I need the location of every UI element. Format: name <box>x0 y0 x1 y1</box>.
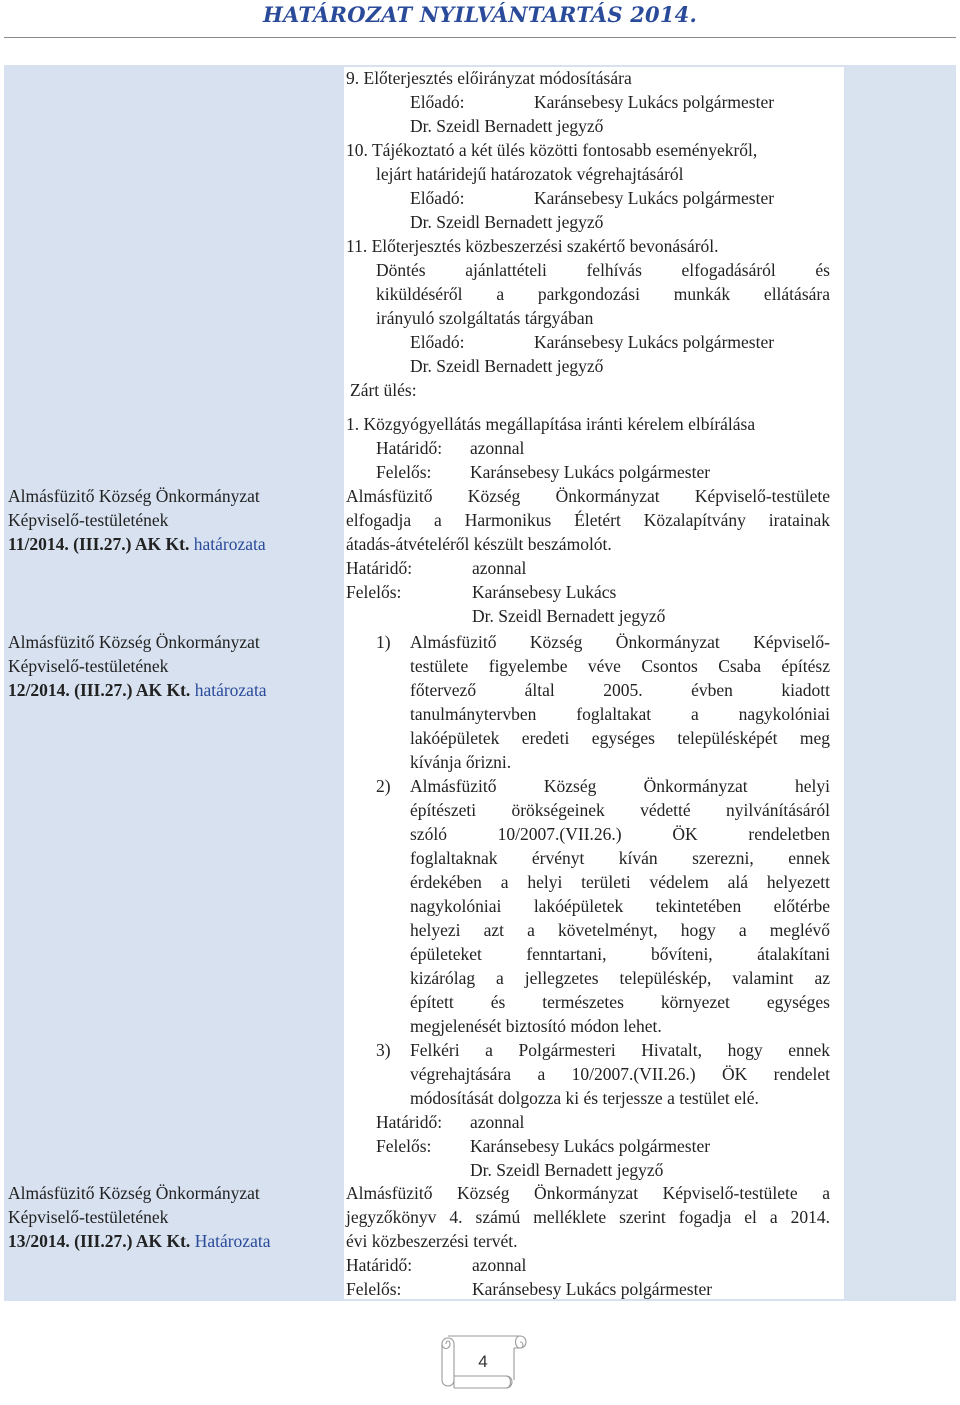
closed-item-title <box>346 412 830 436</box>
item-title: Előterjesztés közbeszerzési szakértő bevonásáról. <box>371 236 719 256</box>
responsible-line <box>346 580 830 604</box>
responsible-label: Felelős: <box>346 1279 402 1299</box>
document-title: HATÁROZAT NYILVÁNTARTÁS 2014. <box>262 2 697 27</box>
agenda-item-10 <box>346 138 830 162</box>
item-line: lakóépületek eredeti egységes településképét meg <box>410 728 830 748</box>
deadline-line <box>346 436 830 460</box>
item-line: kizárólag a jellegzetes településkép, valamint az <box>410 968 830 988</box>
item-line: építészeti örökségeinek védetté nyilvánításáról <box>410 800 830 820</box>
title-divider <box>4 37 956 38</box>
closed-session-label: Zárt ülés: <box>350 380 417 400</box>
deadline-line <box>346 1110 830 1134</box>
item-title-cont: Döntés ajánlattételi felhívás elfogadásáról és <box>376 260 830 280</box>
deadline-value: azonnal <box>470 1112 525 1132</box>
item-line: helyezi azt a követelményt, hogy a meglévő <box>410 920 830 940</box>
numbered-item-1 <box>346 630 830 774</box>
side-ref-line1: Almásfüzitő Község Önkormányzat <box>8 486 260 506</box>
responsible-line-2: Dr. Szeidl Bernadett jegyző <box>472 606 666 626</box>
item-title-cont: lejárt határidejű határozatok végrehajtásáról <box>376 164 684 184</box>
responsible-line <box>346 1134 830 1158</box>
side-ref-line1: Almásfüzitő Község Önkormányzat <box>8 632 260 652</box>
right-empty-column <box>846 67 954 1299</box>
side-ref-number: 12/2014. (III.27.) AK Kt. <box>8 680 191 700</box>
item-number: 1. <box>346 414 360 434</box>
item-number: 9. <box>346 68 360 88</box>
item-number: 3) <box>376 1040 391 1060</box>
deadline-line <box>346 1253 830 1277</box>
item-number: 11. <box>346 236 368 256</box>
presenter-label: Előadó: <box>410 332 465 352</box>
presenter-line-2: Dr. Szeidl Bernadett jegyző <box>410 212 604 232</box>
side-ref-line2: Képviselő-testületének <box>8 1207 169 1227</box>
item-title: Közgyógyellátás megállapítása iránti kérelem elbírálása <box>363 414 756 434</box>
side-ref-11 <box>8 484 334 556</box>
presenter-name: Karánsebesy Lukács polgármester <box>534 332 775 352</box>
presenter-name: Karánsebesy Lukács polgármester <box>534 188 775 208</box>
responsible-line-2: Dr. Szeidl Bernadett jegyző <box>470 1160 664 1180</box>
deadline-value: azonnal <box>472 558 527 578</box>
resolution-text: átadás-átvételéről készült beszámolót. <box>346 534 612 554</box>
presenter-line-2: Dr. Szeidl Bernadett jegyző <box>410 356 604 376</box>
item-line: testülete figyelembe véve Csontos Csaba építész <box>410 656 830 676</box>
agenda-item-11 <box>346 234 830 258</box>
resolution-12-block <box>346 630 830 1182</box>
presenter-line <box>346 90 830 114</box>
agenda-item-9 <box>346 66 830 90</box>
side-ref-number-line <box>8 1229 334 1253</box>
presenter-label: Előadó: <box>410 188 465 208</box>
item-title-cont: irányuló szolgáltatás tárgyában <box>376 308 594 328</box>
item-line: Almásfüzitő Község Önkormányzat helyi <box>410 776 830 796</box>
resolution-11-block <box>346 484 830 628</box>
page-number: 4 <box>478 1352 488 1371</box>
responsible-label: Felelős: <box>376 462 432 482</box>
item-line: épületeket fenntartani, bővíteni, átalakítani <box>410 944 830 964</box>
side-ref-13 <box>8 1181 334 1253</box>
item-line: főtervező által 2005. évben kiadott <box>410 680 830 700</box>
deadline-label: Határidő: <box>376 438 443 458</box>
side-ref-number: 13/2014. (III.27.) AK Kt. <box>8 1231 191 1251</box>
responsible-value: Karánsebesy Lukács <box>472 582 617 602</box>
side-ref-line2: Képviselő-testületének <box>8 510 169 530</box>
deadline-line <box>346 556 830 580</box>
deadline-value: azonnal <box>470 438 525 458</box>
item-line: érdekében a helyi területi védelem alá helyezett <box>410 872 830 892</box>
side-ref-line1: Almásfüzitő Község Önkormányzat <box>8 1183 260 1203</box>
responsible-label: Felelős: <box>346 582 402 602</box>
item-title: Tájékoztató a két ülés közötti fontosabb eseményekről, <box>371 140 758 160</box>
resolution-text: Almásfüzitő Község Önkormányzat Képviselő-testülete a <box>346 1183 830 1203</box>
item-line: végrehajtására a 10/2007.(VII.26.) ÖK rendelet <box>410 1064 830 1084</box>
deadline-label: Határidő: <box>346 558 413 578</box>
side-ref-number: 11/2014. (III.27.) AK Kt. <box>8 534 190 554</box>
agenda-block <box>346 66 830 402</box>
responsible-value: Karánsebesy Lukács polgármester <box>470 1136 711 1156</box>
item-line: kívánja őrizni. <box>410 752 512 772</box>
presenter-line <box>346 330 830 354</box>
item-line: nagykolóniai lakóépületek tekintetében előtérbe <box>410 896 830 916</box>
numbered-item-2 <box>346 774 830 1038</box>
responsible-value: Karánsebesy Lukács polgármester <box>470 462 711 482</box>
item-number: 10. <box>346 140 368 160</box>
presenter-line <box>346 186 830 210</box>
item-line: foglaltaknak érvényt kíván szerezni, ennek <box>410 848 830 868</box>
presenter-name: Karánsebesy Lukács polgármester <box>534 92 775 112</box>
responsible-line <box>346 1277 830 1301</box>
deadline-label: Határidő: <box>346 1255 413 1275</box>
side-ref-line2: Képviselő-testületének <box>8 656 169 676</box>
item-line: tanulmánytervben foglaltakat a nagykolóniai <box>410 704 830 724</box>
deadline-value: azonnal <box>472 1255 527 1275</box>
side-ref-word: Határozata <box>194 1231 271 1251</box>
side-ref-12 <box>8 630 334 702</box>
numbered-item-3 <box>346 1038 830 1110</box>
item-title: Előterjesztés előirányzat módosítására <box>363 68 632 88</box>
deadline-label: Határidő: <box>376 1112 443 1132</box>
item-number: 2) <box>376 776 391 796</box>
side-ref-number-line <box>8 532 334 556</box>
side-ref-word: határozata <box>193 534 266 554</box>
item-line: megjelenését biztosító módon lehet. <box>410 1016 662 1036</box>
item-line: szóló 10/2007.(VII.26.) ÖK rendeletben <box>410 824 830 844</box>
closed-item-block <box>346 412 830 484</box>
resolution-text: jegyzőkönyv 4. számú melléklete szerint fogadja el a 2014. <box>346 1207 830 1227</box>
responsible-label: Felelős: <box>376 1136 432 1156</box>
resolution-13-block <box>346 1181 830 1301</box>
side-ref-word: határozata <box>194 680 267 700</box>
item-line: épített és természetes környezet egységes <box>410 992 830 1012</box>
presenter-line-2: Dr. Szeidl Bernadett jegyző <box>410 116 604 136</box>
resolution-text: elfogadja a Harmonikus Életért Közalapítvány iratainak <box>346 510 830 530</box>
item-line: Felkéri a Polgármesteri Hivatalt, hogy ennek <box>410 1040 830 1060</box>
item-line: Almásfüzitő Község Önkormányzat Képviselő- <box>410 632 830 652</box>
resolution-text: évi közbeszerzési tervét. <box>346 1231 518 1251</box>
side-ref-number-line <box>8 678 334 702</box>
responsible-line <box>346 460 830 484</box>
item-number: 1) <box>376 632 391 652</box>
responsible-value: Karánsebesy Lukács polgármester <box>472 1279 713 1299</box>
item-title-cont: kiküldéséről a parkgondozási munkák ellátására <box>376 284 830 304</box>
presenter-label: Előadó: <box>410 92 465 112</box>
item-line: módosítását dolgozza ki és terjessze a testület elé. <box>410 1088 759 1108</box>
resolution-text: Almásfüzitő Község Önkormányzat Képviselő-testülete <box>346 486 830 506</box>
